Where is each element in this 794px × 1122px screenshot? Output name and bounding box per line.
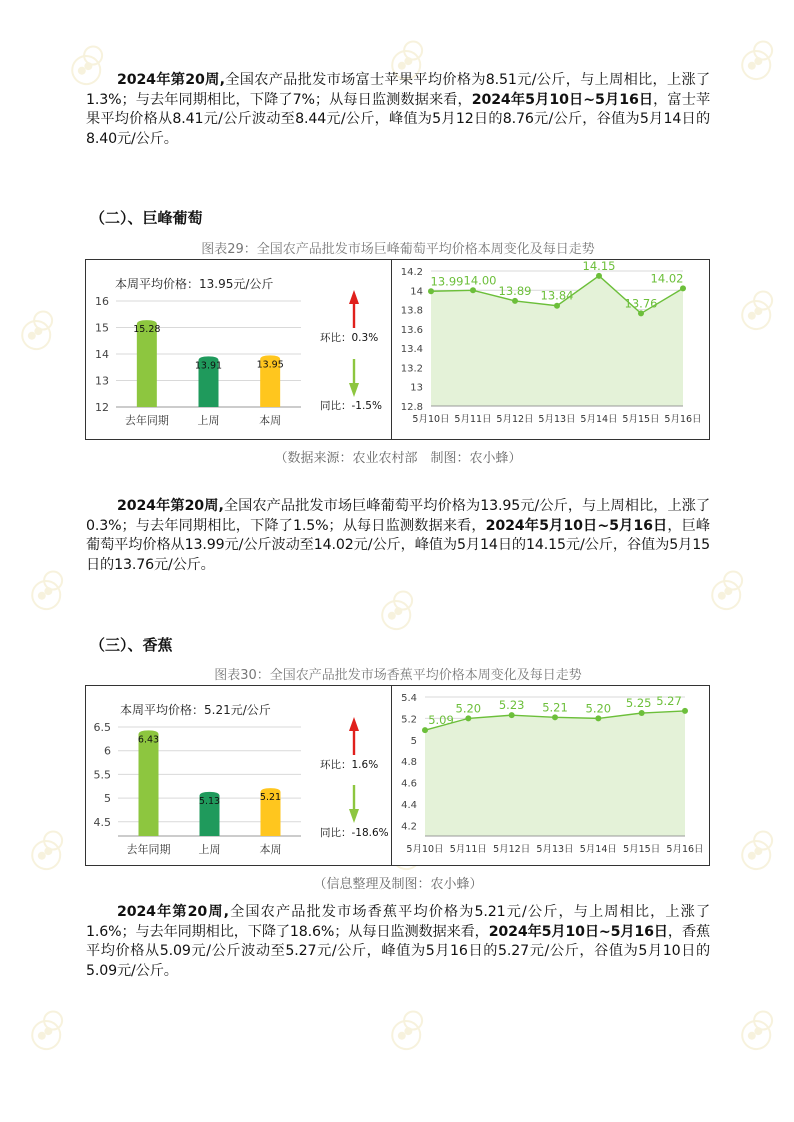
y-tick-label: 16 — [95, 295, 109, 308]
y-tick-label: 4.8 — [401, 757, 417, 769]
bee-logo-watermark — [380, 1000, 440, 1060]
data-label: 14.15 — [582, 260, 616, 273]
data-point — [470, 287, 476, 293]
banana-text-1: 全国农产品批发市场香蕉平均价格为5.21元/公斤，与上周相比，上涨了1.6%；与去年同期相比，下降了18.6%；从每日监测数据来看， — [86, 904, 711, 940]
x-tick-label: 5月11日 — [449, 844, 487, 855]
banana-line-chart — [392, 686, 709, 865]
x-tick-label: 5月13日 — [538, 414, 576, 425]
grape-heading: （二）、巨峰葡萄 — [90, 209, 203, 227]
data-label: 5.23 — [498, 698, 525, 713]
grape-source: （数据来源：农业农村部 制图：农小蜂） — [274, 451, 522, 466]
data-point — [595, 715, 601, 721]
banana-line-panel — [391, 685, 710, 866]
banana-paragraph — [86, 903, 710, 981]
banana-avg-label: 本周平均价格：5.21元/公斤 — [120, 703, 271, 717]
y-tick-label: 6.5 — [93, 721, 111, 734]
y-tick-label: 13.4 — [400, 344, 423, 356]
ring-ratio-label: 环比：1.6% — [320, 759, 379, 771]
x-tick-label: 5月14日 — [579, 844, 617, 855]
data-point — [422, 727, 428, 733]
x-tick-label: 5月10日 — [406, 844, 444, 855]
y-tick-label: 5.2 — [401, 714, 417, 726]
grape-paragraph — [86, 497, 710, 575]
grape-caption: 图表29：全国农产品批发市场巨峰葡萄平均价格本周变化及每日走势 — [201, 242, 595, 257]
bar-value-label: 5.21 — [259, 792, 282, 804]
data-point — [554, 303, 560, 309]
x-tick-label: 5月16日 — [666, 844, 704, 855]
x-tick-label: 5月16日 — [664, 414, 702, 425]
x-tick-label: 5月15日 — [623, 844, 661, 855]
y-tick-label: 5 — [410, 735, 417, 747]
bar-value-label: 5.13 — [198, 795, 221, 807]
x-tick-label: 5月14日 — [580, 414, 618, 425]
banana-bar-panel — [85, 685, 392, 866]
apple-text-2: ，富士苹果平均价格从8.41元/公斤波动至8.44元/公斤，峰值为5月12日的8.76元/公斤，谷值为5月14日的8.40元/公斤。 — [86, 91, 711, 147]
x-tick-label: 5月13日 — [536, 844, 574, 855]
category-label: 上周 — [198, 843, 221, 856]
data-label: 13.89 — [498, 283, 532, 298]
bee-logo-watermark — [730, 280, 790, 340]
data-label: 5.20 — [455, 701, 482, 716]
data-label: 5.21 — [542, 700, 568, 715]
y-tick-label: 4.5 — [93, 815, 111, 829]
yoy-ratio-label: 同比：-18.6% — [320, 827, 389, 839]
banana-date-bold: 2024年5月10日~5月16日 — [488, 923, 668, 940]
down-arrow-icon — [349, 383, 359, 397]
data-label: 5.20 — [585, 701, 612, 716]
x-tick-label: 5月10日 — [412, 414, 450, 425]
apple-week-bold: 2024年第20周, — [117, 72, 225, 88]
category-label: 上周 — [197, 414, 220, 427]
x-tick-label: 5月15日 — [622, 414, 660, 425]
banana-heading: （三）、香蕉 — [90, 636, 173, 654]
bee-logo-watermark — [370, 580, 430, 640]
grape-text-2: ，巨峰葡萄平均价格从13.99元/公斤波动至14.02元/公斤，峰值为5月14日的14.15元/公斤，谷值为5月15日的13.76元/公斤。 — [86, 517, 710, 573]
banana-week-bold: 2024年第20周, — [117, 904, 229, 920]
bee-logo-watermark — [20, 1000, 80, 1060]
y-tick-label: 12.8 — [400, 402, 423, 413]
bar-value-label: 13.95 — [256, 359, 284, 371]
bar-value-label: 13.91 — [194, 360, 223, 372]
apple-date-bold: 2024年5月10日~5月16日 — [471, 91, 654, 108]
category-label: 本周 — [259, 414, 282, 427]
ring-ratio-label: 环比：0.3% — [320, 332, 379, 344]
grape-line-chart — [392, 260, 709, 439]
data-label: 13.99 — [430, 274, 464, 289]
grape-line-panel — [391, 259, 710, 440]
area-fill — [425, 711, 685, 836]
data-point — [512, 298, 518, 304]
banana-source: （信息整理及制图：农小蜂） — [313, 877, 483, 892]
data-point — [552, 714, 558, 720]
data-point — [680, 285, 686, 291]
y-tick-label: 13 — [410, 382, 423, 394]
bee-logo-watermark — [730, 30, 790, 90]
category-label: 去年同期 — [124, 414, 169, 427]
bar-0 — [139, 730, 159, 836]
y-tick-label: 13.8 — [400, 305, 423, 317]
y-tick-label: 5 — [104, 792, 111, 806]
category-label: 本周 — [259, 843, 282, 856]
bee-logo-watermark — [10, 300, 70, 360]
y-tick-label: 13.2 — [400, 363, 423, 375]
data-point — [596, 273, 602, 279]
x-tick-label: 5月12日 — [496, 414, 534, 425]
data-label: 13.76 — [624, 296, 658, 311]
category-label: 去年同期 — [126, 843, 171, 856]
grape-bar-chart — [86, 260, 391, 439]
y-tick-label: 4.4 — [401, 799, 417, 811]
up-arrow-icon — [349, 717, 359, 731]
banana-caption: 图表30：全国农产品批发市场香蕉平均价格本周变化及每日走势 — [214, 668, 582, 683]
x-tick-label: 5月12日 — [493, 844, 531, 855]
grape-text-1: 全国农产品批发市场巨峰葡萄平均价格为13.95元/公斤，与上周相比，上涨了0.3%；与去年同期相比，下降了1.5%；从每日监测数据来看， — [86, 498, 710, 534]
data-label: 5.09 — [428, 713, 454, 728]
bar-value-label: 15.28 — [133, 324, 161, 336]
data-point — [682, 708, 688, 714]
y-tick-label: 15 — [95, 321, 109, 335]
banana-text-2: ，香蕉平均价格从5.09元/公斤波动至5.27元/公斤，峰值为5月16日的5.27元/公斤，谷值为5月10日的5.09元/公斤。 — [86, 923, 710, 979]
grape-avg-label: 本周平均价格：13.95元/公斤 — [115, 277, 274, 291]
data-label: 5.25 — [625, 696, 652, 711]
data-point — [465, 715, 471, 721]
grape-bar-panel — [85, 259, 392, 440]
y-tick-label: 5.5 — [93, 768, 111, 782]
y-tick-label: 4.6 — [401, 778, 417, 790]
y-tick-label: 6 — [104, 744, 111, 758]
grape-week-bold: 2024年第20周, — [117, 498, 224, 514]
data-point — [639, 710, 645, 716]
yoy-ratio-label: 同比：-1.5% — [320, 400, 382, 412]
y-tick-label: 14.2 — [400, 267, 423, 278]
data-label: 13.84 — [540, 288, 574, 303]
data-label: 5.27 — [656, 693, 682, 708]
bee-logo-watermark — [730, 1000, 790, 1060]
apple-paragraph — [86, 71, 710, 149]
grape-date-bold: 2024年5月10日~5月16日 — [485, 517, 668, 534]
data-point — [638, 310, 644, 316]
up-arrow-icon — [349, 290, 359, 304]
bee-logo-watermark — [20, 560, 80, 620]
y-tick-label: 12 — [95, 401, 109, 414]
banana-bar-chart — [86, 686, 391, 865]
bee-logo-watermark — [730, 820, 790, 880]
y-tick-label: 13 — [95, 374, 109, 388]
data-point — [428, 288, 434, 294]
y-tick-label: 14 — [410, 286, 423, 298]
y-tick-label: 14 — [95, 348, 109, 361]
data-label: 14.02 — [650, 271, 684, 286]
y-tick-label: 4.2 — [401, 821, 417, 833]
bar-value-label: 6.43 — [137, 734, 160, 746]
bee-logo-watermark — [20, 820, 80, 880]
data-label: 14.00 — [463, 273, 497, 288]
data-point — [509, 712, 515, 718]
down-arrow-icon — [349, 809, 359, 823]
x-tick-label: 5月11日 — [454, 414, 492, 425]
y-tick-label: 5.4 — [401, 693, 417, 704]
y-tick-label: 13.6 — [400, 324, 423, 336]
apple-text-1: 全国农产品批发市场富士苹果平均价格为8.51元/公斤，与上周相比，上涨了1.3%；与去年同期相比，下降了7%；从每日监测数据来看， — [86, 72, 710, 108]
